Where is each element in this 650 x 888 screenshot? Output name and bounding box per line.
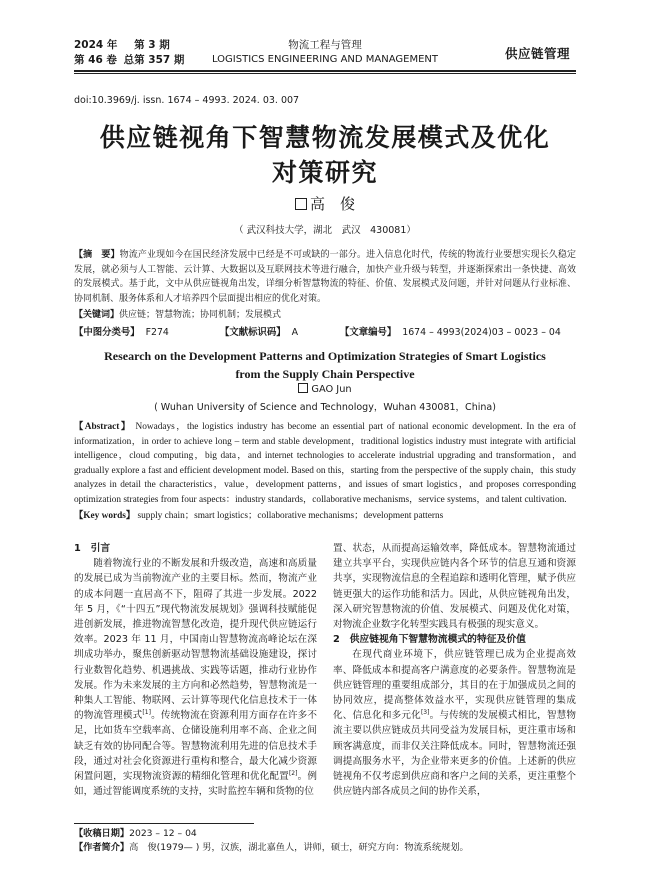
author-bio: [74, 841, 576, 855]
section1-text-b: 。传统物流在资源利用方面存在许多不足，比如货车空载率高、仓储设施利用率不高、企业之间缺乏有效的协同配合等。智慧物流利用先进的信息技术手段，通过对社会化资源进行重构和整合，最大化减少资源闲置问题，实现物流资源的精细化管理和优化配置: [74, 710, 318, 783]
keywords-cn: [74, 308, 576, 323]
header-total-issue: 总第 357 期: [123, 54, 185, 66]
square-icon: [295, 198, 307, 210]
right-paragraph-2: [333, 647, 576, 799]
keywords-en: [74, 509, 576, 524]
header-journal-en: LOGISTICS ENGINEERING AND MANAGEMENT: [211, 54, 439, 65]
keywords-en-text: supply chain；smart logistics；collaborative mechanisms；development patterns: [137, 511, 444, 521]
right-paragraph-1: 置、状态，从而提高运输效率，降低成本。智慧物流通过建立共享平台，实现供应链内各个环节的信息互通和资源共享，实现物流信息的全程追踪和透明化管理，赋予供应链更强大的运作功能和活力。因此，从供应链视角出发，深入研究智慧物流的价值、发展模式、问题及优化对策，对物流企业数字化转型实践具有极强的现实意义。: [333, 543, 576, 631]
header-year: 2024 年: [74, 39, 118, 51]
author-en: [0, 383, 650, 395]
title-cn-line2: 对策研究: [271, 158, 378, 187]
author-cn-name: 高 俊: [309, 195, 355, 213]
article-value: 1674 – 4993(2024)03 – 0023 – 04: [402, 327, 561, 338]
abstract-en: [74, 420, 576, 508]
section2-text-a: 在现代商业环境下，供应链管理已成为企业提高效率、降低成本和提高客户满意度的必要条件。智慧物流是供应链管理的重要组成部分，其目的在于加强成员之间的协同效应，提高整体效益水平，实现供应链管理的集成化、信息化和多元化: [333, 649, 576, 722]
title-en: [0, 347, 650, 383]
title-cn-line1: 供应链视角下智慧物流发展模式及优化: [99, 123, 551, 152]
received-date: [74, 827, 576, 841]
section1-paragraph: [74, 556, 317, 799]
footnote: [74, 827, 576, 855]
doi: doi:10.3969/j. issn. 1674 – 4993. 2024. 03. 007: [74, 95, 300, 106]
clc-label: 【中图分类号】: [74, 327, 140, 338]
citation-3: [3]: [420, 709, 430, 717]
received-value: 2023 – 12 – 04: [129, 828, 197, 839]
affiliation-en: ( Wuhan University of Science and Technology，Wuhan 430081，China): [154, 402, 496, 413]
citation-1: [1]: [142, 709, 151, 717]
keywords-cn-text: 供应链；智慧物流；协同机制；发展模式: [119, 310, 282, 320]
keywords-en-label: 【Key words】: [74, 511, 136, 521]
square-icon: [298, 383, 308, 393]
abstract-en-label: 【Abstract】: [74, 422, 132, 432]
doc-value: A: [291, 327, 299, 338]
clc-value: F274: [145, 327, 169, 338]
abstract-en-text: Nowadays，the logistics industry has become an essential part of national economic development. In the era of informatization，in order to achieve long – term and stable development，traditional logistics industry must integrate with artificial intelligence，cloud computing，big data，and internet technologies to accelerate industrial upgrading and transformation，and gradually explore a fast and efficient development model. Based on this，starting from the perspective of the supply chain，this study analyzes in detail the characteristics，value，development patterns，and issues of smart logistics，and proposes corresponding optimization strategies from four aspects：industry standards，collaborative mechanisms，service systems，and talent cultivation.: [74, 422, 576, 505]
article-label: 【文章编号】: [340, 327, 397, 338]
abstract-cn-label: 【摘 要】: [74, 250, 120, 260]
header-volume-no: 第 46 卷: [74, 54, 117, 66]
header-year-issue: [74, 38, 170, 52]
author-bio-label: 【作者简介】: [74, 842, 130, 853]
header-rule: [74, 70, 576, 72]
header-volume: [74, 53, 184, 67]
header-rule-thin: [74, 73, 576, 74]
body-right-column: [333, 541, 576, 799]
title-en-line1: Research on the Development Patterns and Optimization Strategies of Smart Logistics: [104, 349, 546, 363]
article-no-row: [340, 324, 561, 338]
abstract-cn-text: 物流产业现如今在国民经济发展中已经是不可或缺的一部分。进入信息化时代，传统的物流行业要想实现长久稳定发展，就必须与人工智能、云计算、大数据以及互联网技术等进行融合，加快产业升级与转型，并逐渐探索出一条快捷、高效的发展模式。基于此，文中从供应链视角出发，详细分析智慧物流的特征、价值、发展模式及问题，并针对问题从行业标准、协同机制、服务体系和人才培养四个层面提出相应的优化对策。: [74, 250, 576, 304]
author-en-name: GAO Jun: [311, 384, 352, 395]
header-column: 供应链管理: [505, 46, 571, 61]
doc-code-row: [220, 324, 298, 338]
title-en-line2: from the Supply Chain Perspective: [235, 367, 415, 381]
section2-text-b: 。与传统的发展模式相比，智慧物流主要以供应链成员共同受益为发展目标，更注重市场和顾客满意度，而非仅关注降低成本。同时，智慧物流还强调提高服务水平，为企业带来更多的价值。上述新的供应链视角不仅考虑到供应商和客户之间的关系，更注重整个供应链内部各成员之间的协作关系，: [333, 710, 576, 798]
body-left-column: [74, 541, 317, 799]
author-cn: [0, 193, 650, 214]
abstract-cn: [74, 248, 576, 306]
section1-heading: 1 引言: [74, 543, 111, 554]
section2-heading: 2 供应链视角下智慧物流模式的特征及价值: [333, 634, 526, 646]
received-label: 【收稿日期】: [74, 828, 130, 839]
header-issue: 第 3 期: [134, 39, 170, 51]
citation-2: [2]: [288, 769, 298, 777]
affiliation-cn: （ 武汉科技大学，湖北 武汉 430081）: [234, 225, 416, 236]
footnote-rule: [74, 823, 254, 824]
doc-label: 【文献标识码】: [220, 327, 286, 338]
classification-row: [74, 324, 169, 338]
header-journal-cn: 物流工程与管理: [288, 39, 362, 51]
author-bio-value: 高 俊(1979— ) 男，汉族，湖北嘉鱼人，讲师，硕士，研究方向：物流系统规划。: [129, 842, 469, 853]
section1-text-c: 。例如，通过智能调度系统的支持，实时监控车辆和货物的位: [74, 771, 318, 798]
section1-text-a: 随着物流行业的不断发展和升级改造，高速和高质量的发展已成为当前物流产业的主要目标。然而，物流产业的成本问题一直居高不下，阻碍了其进一步发展。2022 年 5 月，《“十四五”现代物流发展规划》强调科技赋能促进创新发展，推进物流智慧化改造，提升现代供应链运行效率。2023 年 11 月，中国南山智慧物流高峰论坛在深圳成功举办，聚焦创新驱动智慧物流基础设施建设，探讨行业数智化趋势、机遇挑战、实践等话题，推动行业协作发展。作为未来发展的主方向和必然趋势，智慧物流是一种集人工智能、物联网、云计算等现代化信息技术于一体的物流管理模式: [74, 558, 317, 722]
keywords-cn-label: 【关键词】: [74, 310, 120, 320]
